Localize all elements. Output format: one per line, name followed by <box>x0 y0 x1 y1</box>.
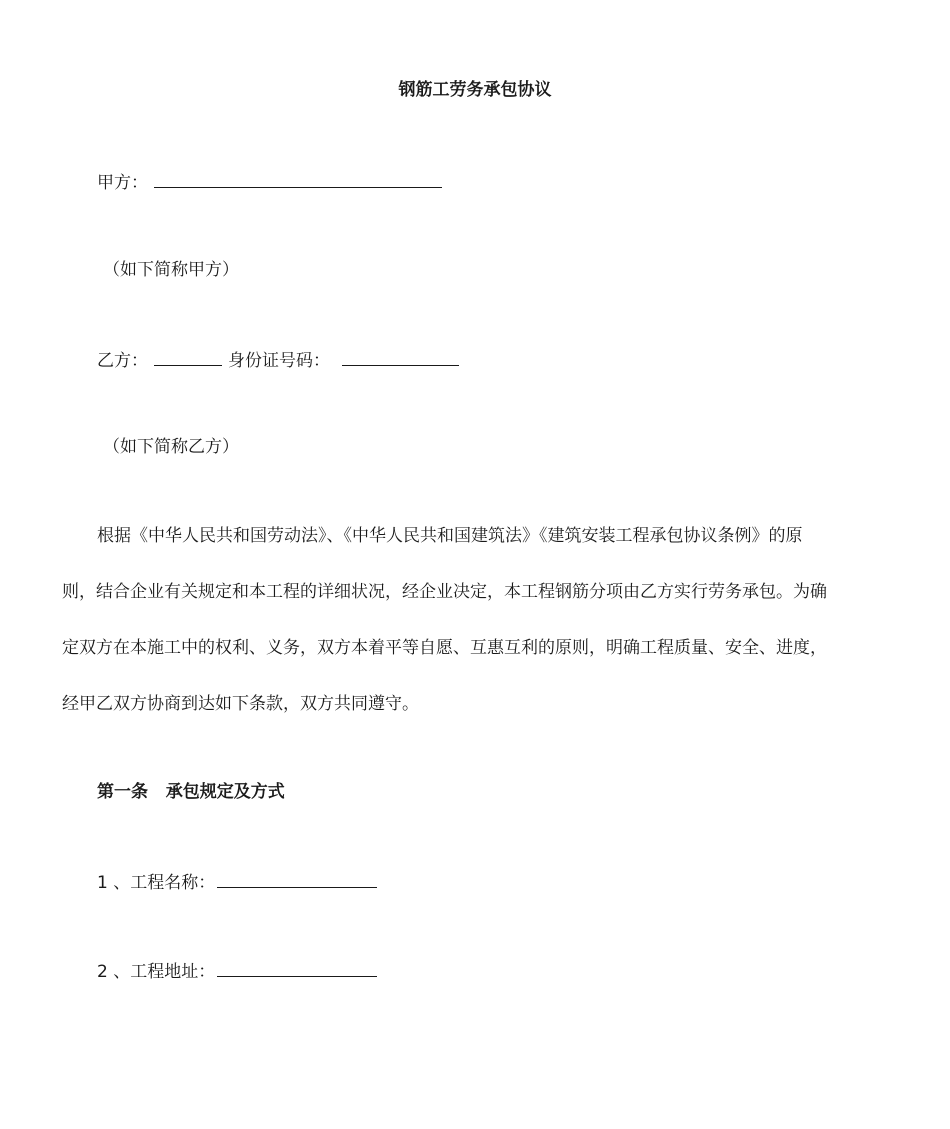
party-a-line <box>97 169 442 195</box>
id-label: 身份证号码： <box>228 351 330 371</box>
article-1-heading: 第一条 承包规定及方式 <box>97 782 285 802</box>
party-a-note: （如下简称甲方） <box>103 260 239 280</box>
preamble-line-1: 根据《中华人民共和国劳动法》、《中华人民共和国建筑法》《建筑安装工程承包协议条例》的原 <box>97 526 803 546</box>
item-2-line <box>97 958 377 984</box>
party-b-line <box>97 347 459 373</box>
item-2-blank <box>217 958 377 977</box>
party-b-note: （如下简称乙方） <box>103 437 239 457</box>
party-a-blank <box>154 169 442 188</box>
item-1-line <box>97 869 377 895</box>
item-1-blank <box>217 869 377 888</box>
party-b-blank <box>154 347 222 366</box>
item-2-label: 2 、工程地址： <box>97 962 216 982</box>
id-blank <box>342 347 459 366</box>
party-a-label: 甲方： <box>97 173 148 193</box>
preamble-line-2: 则，结合企业有关规定和本工程的详细状况，经企业决定，本工程钢筋分项由乙方实行劳务承包。为确 <box>62 582 827 602</box>
item-1-label: 1 、工程名称： <box>97 873 216 893</box>
document-title: 钢筋工劳务承包协议 <box>398 80 552 100</box>
preamble-line-4: 经甲乙双方协商到达如下条款，双方共同遵守。 <box>62 694 419 714</box>
preamble-line-3: 定双方在本施工中的权利、义务，双方本着平等自愿、互惠互利的原则，明确工程质量、安全、进度， <box>62 638 827 658</box>
party-b-label: 乙方： <box>97 351 148 371</box>
